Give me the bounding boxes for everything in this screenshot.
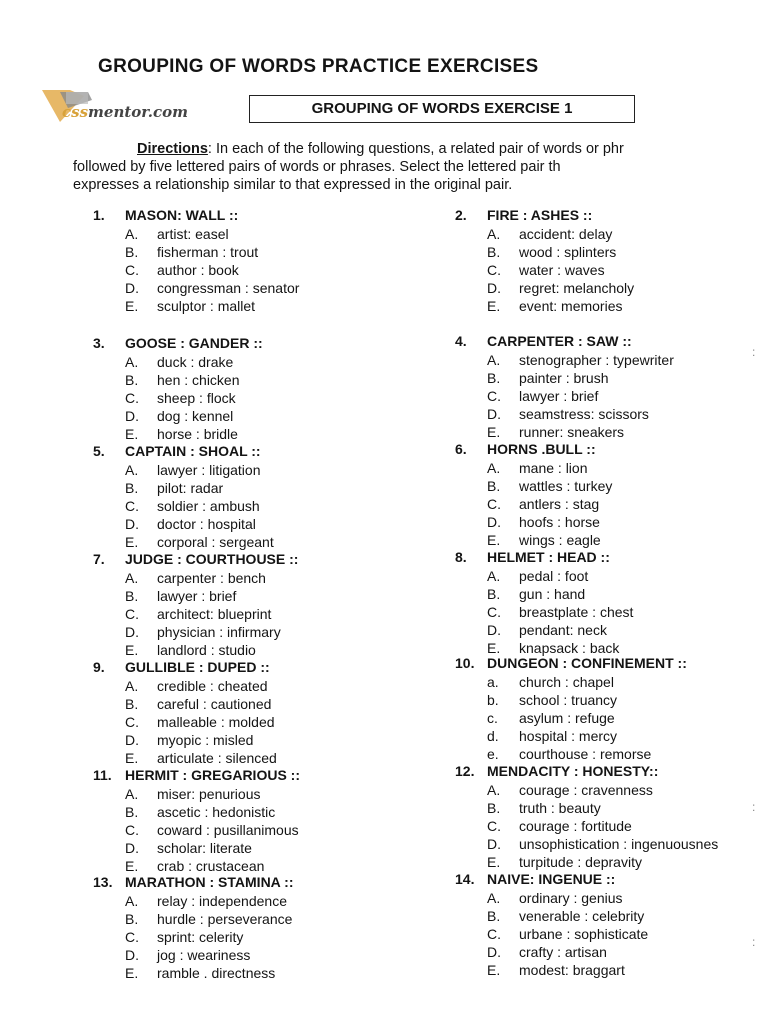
option-letter: A.	[125, 462, 139, 478]
margin-mark: :	[752, 800, 756, 814]
answer-option	[93, 695, 277, 713]
question-number: 14.	[455, 871, 475, 887]
question-number: 11.	[93, 767, 112, 783]
option-text: corporal : sergeant	[157, 534, 274, 550]
directions-line-3: expresses a relationship similar to that expressed in the original pair.	[73, 177, 513, 193]
option-letter: C.	[125, 822, 139, 838]
answer-option	[93, 928, 294, 946]
option-text: lawyer : litigation	[157, 462, 261, 478]
question-10	[455, 654, 687, 763]
option-letter: B.	[487, 370, 501, 386]
answer-option	[455, 961, 648, 979]
option-text: courage : fortitude	[519, 818, 632, 834]
answer-option	[93, 946, 294, 964]
answer-option	[93, 641, 298, 659]
option-text: truth : beauty	[519, 800, 601, 816]
option-text: event: memories	[519, 298, 623, 314]
question-text: MARATHON : STAMINA ::	[125, 874, 294, 890]
option-letter: A.	[487, 890, 501, 906]
option-text: hurdle : perseverance	[157, 911, 293, 927]
question-stem	[93, 334, 263, 353]
option-text: crafty : artisan	[519, 944, 607, 960]
answer-option	[455, 853, 718, 871]
option-letter: A.	[487, 352, 501, 368]
option-letter: B.	[125, 480, 139, 496]
option-letter: D.	[487, 514, 501, 530]
answer-option	[455, 369, 674, 387]
question-stem	[455, 440, 612, 459]
option-text: courthouse : remorse	[519, 746, 652, 762]
option-letter: B.	[125, 244, 139, 260]
answer-option	[93, 353, 263, 371]
option-text: courage : cravenness	[519, 782, 653, 798]
option-letter: e.	[487, 746, 499, 762]
question-number: 4.	[455, 333, 467, 349]
question-number: 6.	[455, 441, 467, 457]
answer-option	[455, 225, 634, 243]
answer-option	[93, 605, 298, 623]
answer-option	[93, 910, 294, 928]
option-letter: D.	[125, 840, 139, 856]
question-9	[93, 658, 277, 767]
question-text: MENDACITY : HONESTY::	[487, 763, 659, 779]
option-text: artist: easel	[157, 226, 229, 242]
option-letter: C.	[125, 714, 139, 730]
answer-option	[93, 533, 274, 551]
option-text: mane : lion	[519, 460, 588, 476]
answer-option	[93, 389, 263, 407]
answer-option	[93, 297, 299, 315]
question-4	[455, 332, 674, 441]
question-text: NAIVE: INGENUE ::	[487, 871, 616, 887]
option-letter: d.	[487, 728, 499, 744]
question-number: 9.	[93, 659, 105, 675]
option-text: author : book	[157, 262, 239, 278]
option-letter: B.	[487, 586, 501, 602]
option-letter: E.	[487, 854, 501, 870]
question-stem	[455, 870, 648, 889]
option-letter: C.	[487, 262, 501, 278]
option-letter: A.	[125, 786, 139, 802]
option-letter: B.	[487, 244, 501, 260]
question-12	[455, 762, 718, 871]
answer-option	[93, 677, 277, 695]
question-text: GOOSE : GANDER ::	[125, 335, 263, 351]
answer-option	[93, 425, 263, 443]
answer-option	[93, 713, 277, 731]
answer-option	[455, 261, 634, 279]
option-text: myopic : misled	[157, 732, 254, 748]
option-letter: E.	[487, 962, 501, 978]
option-letter: C.	[125, 606, 139, 622]
answer-option	[93, 371, 263, 389]
option-text: urbane : sophisticate	[519, 926, 649, 942]
option-text: knapsack : back	[519, 640, 620, 656]
answer-option	[93, 497, 274, 515]
question-number: 5.	[93, 443, 105, 459]
exercise-title: GROUPING OF WORDS EXERCISE 1	[249, 95, 635, 123]
option-letter: B.	[125, 696, 139, 712]
option-text: credible : cheated	[157, 678, 268, 694]
question-number: 13.	[93, 874, 113, 890]
answer-option	[455, 621, 633, 639]
option-text: lawyer : brief	[157, 588, 237, 604]
option-letter: D.	[125, 947, 139, 963]
option-text: ascetic : hedonistic	[157, 804, 276, 820]
answer-option	[455, 781, 718, 799]
question-14	[455, 870, 648, 979]
option-letter: D.	[487, 406, 501, 422]
answer-option	[455, 673, 687, 691]
option-letter: A.	[125, 226, 139, 242]
option-text: accident: delay	[519, 226, 613, 242]
question-13	[93, 873, 294, 982]
answer-option	[455, 531, 612, 549]
option-text: breastplate : chest	[519, 604, 634, 620]
option-text: hen : chicken	[157, 372, 240, 388]
option-text: pilot: radar	[157, 480, 224, 496]
option-letter: C.	[125, 390, 139, 406]
option-text: fisherman : trout	[157, 244, 259, 260]
directions-line-2: followed by five lettered pairs of words or phrases. Select the lettered pair th	[73, 159, 561, 175]
option-text: ramble . directness	[157, 965, 276, 981]
question-stem	[93, 873, 294, 892]
option-text: pendant: neck	[519, 622, 607, 638]
option-text: runner: sneakers	[519, 424, 625, 440]
option-text: wattles : turkey	[519, 478, 613, 494]
answer-option	[455, 567, 633, 585]
option-letter: C.	[487, 926, 501, 942]
answer-option	[455, 405, 674, 423]
option-text: hospital : mercy	[519, 728, 618, 744]
question-number: 1.	[93, 207, 105, 223]
cssmentor-logo	[40, 86, 230, 126]
option-text: malleable : molded	[157, 714, 275, 730]
option-text: unsophistication : ingenuousnes	[519, 836, 719, 852]
answer-option	[93, 839, 300, 857]
question-stem	[93, 550, 298, 569]
answer-option	[93, 243, 299, 261]
option-letter: A.	[487, 460, 501, 476]
option-letter: D.	[125, 280, 139, 296]
page-title: GROUPING OF WORDS PRACTICE EXERCISES	[98, 56, 539, 77]
option-letter: b.	[487, 692, 499, 708]
question-number: 2.	[455, 207, 467, 223]
answer-option	[93, 821, 300, 839]
option-text: asylum : refuge	[519, 710, 615, 726]
answer-option	[93, 587, 298, 605]
answer-option	[93, 569, 298, 587]
option-letter: A.	[487, 568, 501, 584]
answer-option	[455, 477, 612, 495]
answer-option	[455, 745, 687, 763]
option-letter: E.	[125, 642, 139, 658]
option-letter: A.	[487, 226, 501, 242]
option-text: careful : cautioned	[157, 696, 272, 712]
answer-option	[455, 387, 674, 405]
question-text: DUNGEON : CONFINEMENT ::	[487, 655, 687, 671]
option-text: sculptor : mallet	[157, 298, 256, 314]
directions	[73, 140, 768, 194]
answer-option	[455, 907, 648, 925]
question-stem	[93, 658, 277, 677]
option-letter: B.	[125, 588, 139, 604]
question-stem	[93, 206, 299, 225]
question-stem	[455, 332, 674, 351]
question-stem	[93, 766, 300, 785]
answer-option	[455, 495, 612, 513]
option-text: antlers : stag	[519, 496, 600, 512]
option-text: architect: blueprint	[157, 606, 272, 622]
answer-option	[455, 459, 612, 477]
answer-option	[93, 623, 298, 641]
option-letter: D.	[125, 408, 139, 424]
option-letter: E.	[125, 426, 139, 442]
answer-option	[455, 243, 634, 261]
option-letter: C.	[487, 388, 501, 404]
option-letter: D.	[125, 732, 139, 748]
answer-option	[93, 279, 299, 297]
option-text: venerable : celebrity	[519, 908, 645, 924]
option-text: horse : bridle	[157, 426, 238, 442]
option-text: stenographer : typewriter	[519, 352, 674, 368]
answer-option	[93, 803, 300, 821]
margin-mark: :	[752, 935, 756, 949]
option-letter: E.	[487, 424, 501, 440]
option-letter: C.	[487, 496, 501, 512]
option-letter: D.	[125, 516, 139, 532]
option-text: coward : pusillanimous	[157, 822, 299, 838]
option-letter: E.	[125, 750, 139, 766]
question-number: 8.	[455, 549, 467, 565]
option-text: carpenter : bench	[157, 570, 266, 586]
option-text: church : chapel	[519, 674, 614, 690]
option-text: sprint: celerity	[157, 929, 244, 945]
logo-text: cssmentor.com	[62, 103, 189, 121]
option-text: congressman : senator	[157, 280, 300, 296]
answer-option	[455, 799, 718, 817]
option-text: water : waves	[519, 262, 605, 278]
question-text: MASON: WALL ::	[125, 207, 239, 223]
option-letter: A.	[125, 893, 139, 909]
margin-mark: :	[752, 345, 756, 359]
answer-option	[455, 943, 648, 961]
answer-option	[93, 261, 299, 279]
question-3	[93, 334, 263, 443]
option-text: lawyer : brief	[519, 388, 599, 404]
option-letter: E.	[487, 640, 501, 656]
directions-line-1: : In each of the following questions, a related pair of words or phr	[207, 141, 624, 157]
option-letter: D.	[487, 622, 501, 638]
question-text: HERMIT : GREGARIOUS ::	[125, 767, 300, 783]
option-letter: B.	[487, 800, 501, 816]
answer-option	[93, 461, 274, 479]
option-text: scholar: literate	[157, 840, 252, 856]
question-stem	[455, 654, 687, 673]
question-number: 3.	[93, 335, 105, 351]
question-5	[93, 442, 274, 551]
option-letter: A.	[125, 354, 139, 370]
answer-option	[93, 515, 274, 533]
option-letter: E.	[125, 965, 139, 981]
question-number: 10.	[455, 655, 475, 671]
option-letter: E.	[125, 534, 139, 550]
option-text: landlord : studio	[157, 642, 256, 658]
option-text: gun : hand	[519, 586, 586, 602]
option-text: painter : brush	[519, 370, 609, 386]
directions-label: Directions	[137, 141, 208, 157]
option-text: hoofs : horse	[519, 514, 600, 530]
question-text: FIRE : ASHES ::	[487, 207, 593, 223]
option-text: school : truancy	[519, 692, 618, 708]
option-letter: E.	[487, 532, 501, 548]
option-letter: B.	[125, 372, 139, 388]
option-letter: B.	[487, 908, 501, 924]
option-letter: C.	[125, 498, 139, 514]
option-letter: A.	[125, 678, 139, 694]
option-text: wood : splinters	[519, 244, 617, 260]
option-letter: C.	[125, 929, 139, 945]
question-stem	[455, 762, 718, 781]
option-letter: A.	[125, 570, 139, 586]
option-letter: a.	[487, 674, 499, 690]
question-text: JUDGE : COURTHOUSE ::	[125, 551, 299, 567]
answer-option	[455, 727, 687, 745]
option-letter: B.	[125, 911, 139, 927]
option-text: articulate : silenced	[157, 750, 277, 766]
answer-option	[455, 835, 718, 853]
question-8	[455, 548, 633, 657]
answer-option	[455, 889, 648, 907]
option-text: regret: melancholy	[519, 280, 635, 296]
answer-option	[455, 925, 648, 943]
answer-option	[455, 817, 718, 835]
option-text: ordinary : genius	[519, 890, 623, 906]
question-text: GULLIBLE : DUPED ::	[125, 659, 270, 675]
option-text: seamstress: scissors	[519, 406, 649, 422]
option-letter: E.	[487, 298, 501, 314]
answer-option	[93, 785, 300, 803]
question-stem	[455, 548, 633, 567]
option-text: jog : weariness	[157, 947, 251, 963]
answer-option	[455, 297, 634, 315]
question-7	[93, 550, 298, 659]
option-text: miser: penurious	[157, 786, 261, 802]
answer-option	[93, 225, 299, 243]
answer-option	[455, 513, 612, 531]
answer-option	[455, 585, 633, 603]
option-text: pedal : foot	[519, 568, 589, 584]
option-letter: C.	[487, 818, 501, 834]
question-text: HELMET : HEAD ::	[487, 549, 610, 565]
option-letter: C.	[125, 262, 139, 278]
answer-option	[455, 279, 634, 297]
question-stem	[93, 442, 274, 461]
answer-option	[455, 709, 687, 727]
option-text: wings : eagle	[519, 532, 601, 548]
option-text: turpitude : depravity	[519, 854, 642, 870]
answer-option	[93, 964, 294, 982]
answer-option	[93, 731, 277, 749]
answer-option	[455, 423, 674, 441]
option-text: dog : kennel	[157, 408, 234, 424]
question-text: HORNS .BULL ::	[487, 441, 596, 457]
option-text: soldier : ambush	[157, 498, 260, 514]
question-number: 12.	[455, 763, 475, 779]
question-6	[455, 440, 612, 549]
answer-option	[93, 407, 263, 425]
option-letter: D.	[125, 624, 139, 640]
answer-option	[93, 479, 274, 497]
option-letter: A.	[487, 782, 501, 798]
option-letter: E.	[125, 298, 139, 314]
question-text: CARPENTER : SAW ::	[487, 333, 632, 349]
option-text: physician : infirmary	[157, 624, 281, 640]
answer-option	[455, 691, 687, 709]
answer-option	[455, 351, 674, 369]
option-text: modest: braggart	[519, 962, 625, 978]
question-2	[455, 206, 634, 315]
option-letter: C.	[487, 604, 501, 620]
answer-option	[93, 892, 294, 910]
question-stem	[455, 206, 634, 225]
option-text: sheep : flock	[157, 390, 236, 406]
question-number: 7.	[93, 551, 105, 567]
option-text: relay : independence	[157, 893, 287, 909]
option-letter: D.	[487, 280, 501, 296]
option-letter: B.	[487, 478, 501, 494]
question-1	[93, 206, 299, 315]
question-text: CAPTAIN : SHOAL ::	[125, 443, 261, 459]
answer-option	[93, 749, 277, 767]
option-letter: B.	[125, 804, 139, 820]
option-text: doctor : hospital	[157, 516, 256, 532]
option-letter: D.	[487, 836, 501, 852]
question-11	[93, 766, 300, 875]
option-letter: E.	[125, 858, 139, 874]
answer-option	[455, 603, 633, 621]
option-letter: c.	[487, 710, 498, 726]
option-letter: D.	[487, 944, 501, 960]
option-text: duck : drake	[157, 354, 234, 370]
option-text: crab : crustacean	[157, 858, 265, 874]
